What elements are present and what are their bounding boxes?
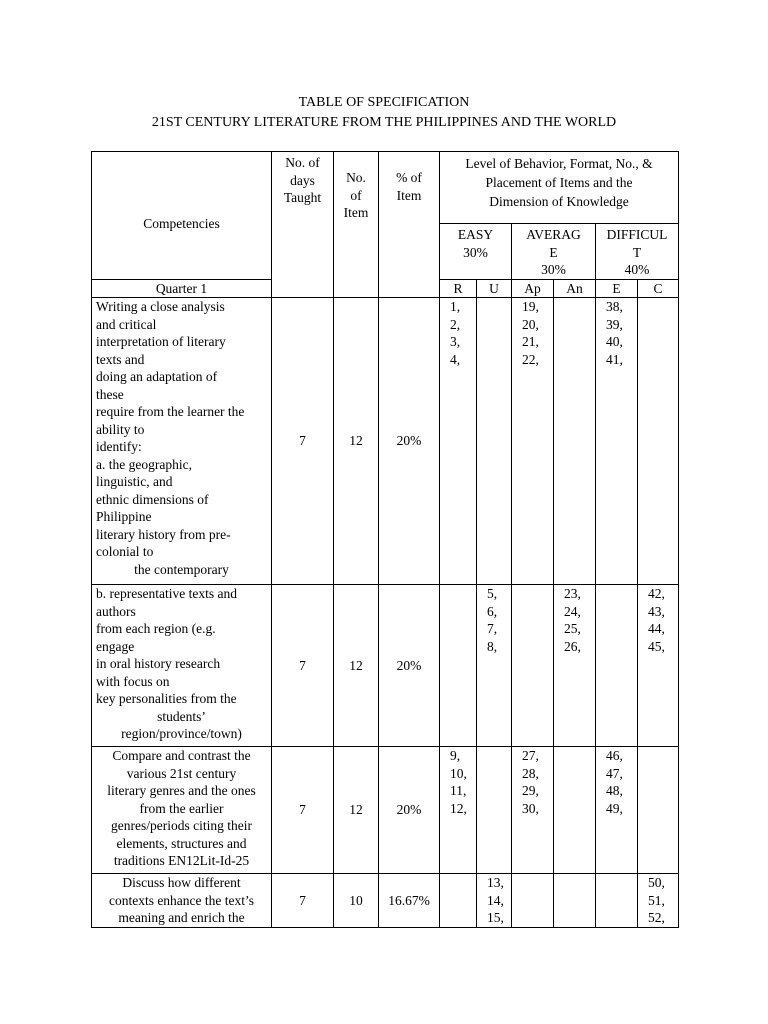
item-number: 47, bbox=[606, 765, 623, 781]
header-sub-c: C bbox=[638, 279, 679, 298]
competency-line: literary history from pre- bbox=[96, 526, 231, 542]
item-number: 21, bbox=[522, 334, 539, 349]
competency-line: Writing a close analysis bbox=[96, 299, 225, 314]
item-cell-e bbox=[596, 585, 638, 747]
item-number: 11, bbox=[450, 783, 467, 798]
item-cell-e bbox=[596, 298, 638, 585]
competency-line: Discuss how different bbox=[122, 875, 241, 890]
item-cell-u bbox=[477, 585, 512, 747]
item-cell-an bbox=[554, 747, 596, 874]
item-cell-c bbox=[638, 874, 679, 928]
item-cell-e bbox=[596, 874, 638, 928]
competency-line: ethnic dimensions of bbox=[96, 491, 209, 507]
item-number: 42, bbox=[648, 586, 665, 601]
item-number: 23, bbox=[564, 586, 581, 601]
competency-line: identify: bbox=[96, 439, 142, 454]
item-cell-an bbox=[554, 298, 596, 585]
competency-line: genres/periods citing their bbox=[111, 818, 252, 833]
item-number: 44, bbox=[648, 621, 665, 636]
item-number: 15, bbox=[487, 910, 504, 925]
header-sub-u: U bbox=[477, 279, 512, 298]
competency-line: various 21st century bbox=[126, 765, 237, 781]
item-number: 22, bbox=[522, 351, 539, 367]
percent-cell: 20% bbox=[379, 585, 440, 747]
competency-cell bbox=[92, 585, 272, 747]
item-number: 39, bbox=[606, 316, 623, 332]
items-cell: 10 bbox=[334, 874, 379, 928]
item-number: 3, bbox=[450, 334, 461, 349]
document-subtitle: 21ST CENTURY LITERATURE FROM THE PHILIPPINES AND THE WORLD bbox=[151, 115, 617, 130]
competency-line: in oral history research bbox=[96, 656, 221, 671]
competency-row bbox=[92, 585, 679, 747]
competency-line: Philippine bbox=[96, 509, 152, 524]
item-cell-r bbox=[440, 298, 477, 585]
competency-line: and critical bbox=[96, 316, 157, 332]
header-competencies: Competencies bbox=[92, 152, 272, 280]
competency-line: meaning and enrich the bbox=[118, 910, 245, 925]
item-number: 19, bbox=[522, 299, 539, 314]
item-number: 20, bbox=[522, 316, 539, 332]
item-number: 4, bbox=[450, 351, 461, 367]
item-number: 48, bbox=[606, 783, 623, 798]
item-cell-ap bbox=[512, 874, 554, 928]
items-cell: 12 bbox=[334, 298, 379, 585]
days-cell: 7 bbox=[272, 747, 334, 874]
competency-line: texts and bbox=[96, 351, 145, 367]
item-number: 9, bbox=[450, 748, 461, 763]
item-number: 7, bbox=[487, 621, 498, 636]
item-number: 30, bbox=[522, 800, 539, 816]
competency-line: interpretation of literary bbox=[96, 334, 226, 349]
competency-line: literary genres and the ones bbox=[107, 783, 256, 798]
item-number: 8, bbox=[487, 638, 498, 654]
item-number: 13, bbox=[487, 875, 504, 890]
item-cell-an bbox=[554, 585, 596, 747]
item-number: 41, bbox=[606, 351, 623, 367]
item-number: 52, bbox=[648, 910, 665, 925]
competency-row bbox=[92, 298, 679, 585]
header-level-of-behavior: Level of Behavior, Format, No., & Placement of Items and the Dimension of Knowledge bbox=[440, 152, 679, 224]
item-number: 6, bbox=[487, 603, 498, 619]
percent-cell: 20% bbox=[379, 747, 440, 874]
days-cell: 7 bbox=[272, 585, 334, 747]
item-number: 27, bbox=[522, 748, 539, 763]
item-number: 1, bbox=[450, 299, 461, 314]
competency-cell bbox=[92, 874, 272, 928]
item-cell-c bbox=[638, 585, 679, 747]
item-number: 28, bbox=[522, 765, 539, 781]
competency-cell bbox=[92, 298, 272, 585]
competency-line: elements, structures and bbox=[116, 835, 247, 851]
competency-line: key personalities from the bbox=[96, 691, 237, 706]
item-number: 14, bbox=[487, 892, 504, 908]
competency-row bbox=[92, 747, 679, 874]
competency-line: contexts enhance the text’s bbox=[108, 892, 255, 908]
competency-line: region/province/town) bbox=[121, 726, 242, 741]
item-number: 2, bbox=[450, 316, 461, 332]
competency-line: doing an adaptation of bbox=[96, 369, 218, 384]
competency-line: authors bbox=[96, 603, 136, 619]
percent-cell: 16.67% bbox=[379, 874, 440, 928]
item-cell-u bbox=[477, 874, 512, 928]
header-difficult: DIFFICUL T 40% bbox=[596, 224, 679, 280]
percent-cell: 20% bbox=[379, 298, 440, 585]
item-number: 40, bbox=[606, 334, 623, 349]
header-quarter: Quarter 1 bbox=[92, 279, 272, 298]
competency-line: from each region (e.g. bbox=[96, 621, 216, 636]
competency-line: from the earlier bbox=[139, 800, 224, 816]
competency-cell bbox=[92, 747, 272, 874]
competency-line: the contemporary bbox=[134, 561, 229, 577]
competency-line: a. the geographic, bbox=[96, 456, 192, 472]
header-sub-an: An bbox=[554, 279, 596, 298]
header-days-taught: No. of days Taught bbox=[272, 152, 334, 298]
document-title: TABLE OF SPECIFICATION bbox=[298, 95, 470, 110]
competency-line: traditions EN12Lit-Id-25 bbox=[113, 853, 250, 868]
competency-line: Compare and contrast the bbox=[112, 748, 251, 763]
competency-line: these bbox=[96, 386, 124, 402]
header-easy: EASY 30% bbox=[440, 224, 512, 280]
item-cell-ap bbox=[512, 298, 554, 585]
item-cell-an bbox=[554, 874, 596, 928]
competency-line: require from the learner the bbox=[96, 404, 245, 419]
specification-table bbox=[91, 151, 679, 928]
item-cell-ap bbox=[512, 585, 554, 747]
competency-line: linguistic, and bbox=[96, 474, 173, 489]
header-sub-e: E bbox=[596, 279, 638, 298]
header-sub-r: R bbox=[440, 279, 477, 298]
item-number: 26, bbox=[564, 638, 581, 654]
days-cell: 7 bbox=[272, 298, 334, 585]
item-cell-u bbox=[477, 298, 512, 585]
days-cell: 7 bbox=[272, 874, 334, 928]
item-cell-e bbox=[596, 747, 638, 874]
item-number: 51, bbox=[648, 892, 665, 908]
item-number: 49, bbox=[606, 800, 623, 816]
competency-row bbox=[92, 874, 679, 928]
document-titles bbox=[0, 93, 768, 133]
item-number: 46, bbox=[606, 748, 623, 763]
header-percent-item: % of Item bbox=[379, 152, 440, 298]
header-row-1 bbox=[92, 152, 679, 224]
item-number: 43, bbox=[648, 603, 665, 619]
item-cell-c bbox=[638, 747, 679, 874]
item-cell-u bbox=[477, 747, 512, 874]
competency-line: colonial to bbox=[96, 544, 154, 559]
item-number: 29, bbox=[522, 783, 539, 798]
item-cell-r bbox=[440, 874, 477, 928]
item-cell-r bbox=[440, 747, 477, 874]
item-number: 38, bbox=[606, 299, 623, 314]
item-cell-ap bbox=[512, 747, 554, 874]
item-number: 50, bbox=[648, 875, 665, 890]
competency-line: students’ bbox=[157, 708, 206, 724]
competency-line: with focus on bbox=[96, 673, 170, 689]
header-no-of-item: No. of Item bbox=[334, 152, 379, 298]
item-number: 10, bbox=[450, 765, 467, 781]
item-number: 25, bbox=[564, 621, 581, 636]
item-number: 12, bbox=[450, 800, 467, 816]
header-average: AVERAG E 30% bbox=[512, 224, 596, 280]
item-number: 45, bbox=[648, 638, 665, 654]
items-cell: 12 bbox=[334, 747, 379, 874]
competency-line: engage bbox=[96, 638, 135, 654]
item-number: 24, bbox=[564, 603, 581, 619]
competency-line: b. representative texts and bbox=[96, 586, 237, 601]
items-cell: 12 bbox=[334, 585, 379, 747]
competency-line: ability to bbox=[96, 421, 145, 437]
header-sub-ap: Ap bbox=[512, 279, 554, 298]
item-cell-c bbox=[638, 298, 679, 585]
item-number: 5, bbox=[487, 586, 498, 601]
item-cell-r bbox=[440, 585, 477, 747]
